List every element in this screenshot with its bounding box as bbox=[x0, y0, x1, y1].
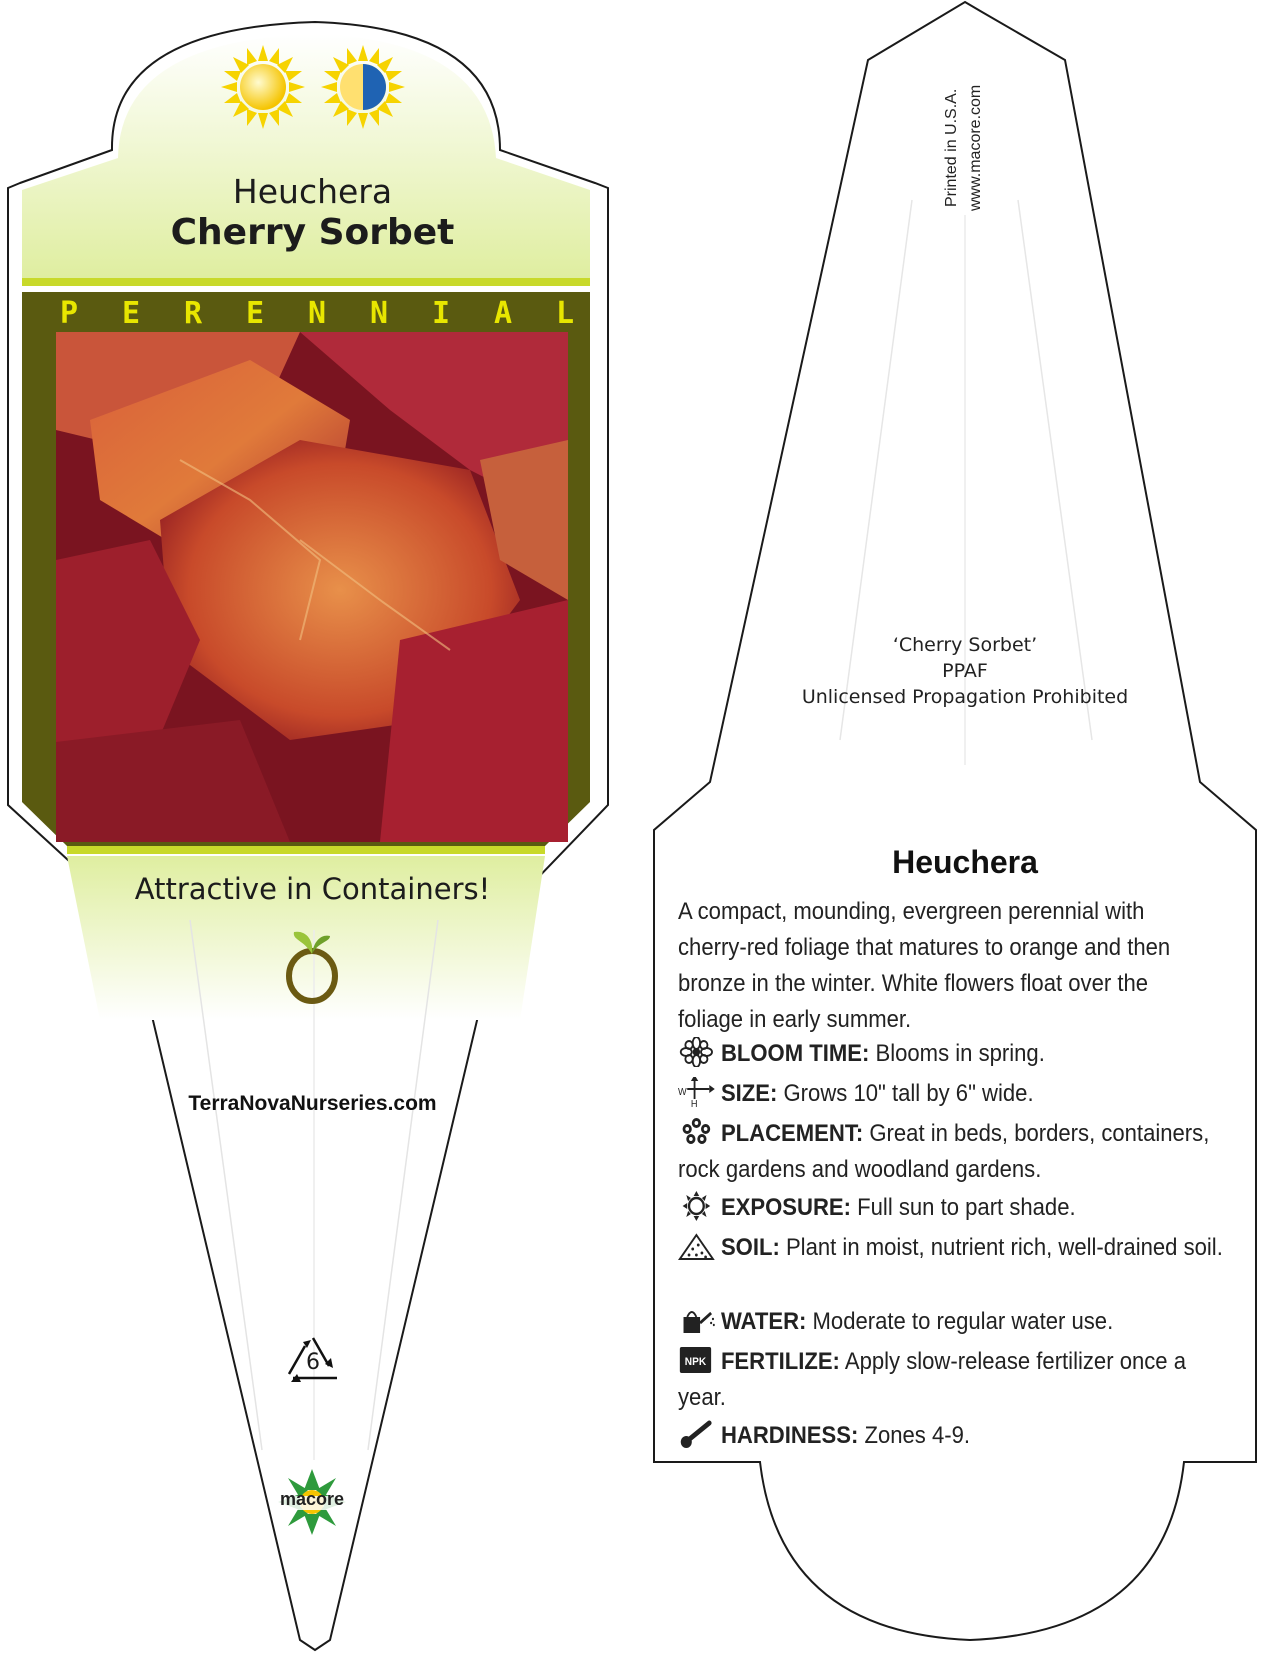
propagation-notice: Unlicensed Propagation Prohibited bbox=[801, 686, 1129, 708]
attribute-text: Full sun to part shade. bbox=[857, 1194, 1076, 1221]
attribute-text: Apply slow-release fertilizer once a year. bbox=[678, 1348, 1186, 1411]
watering-can-icon bbox=[678, 1305, 715, 1335]
category-banner bbox=[20, 296, 605, 332]
cultivar-name-legal: ‘Cherry Sorbet’ bbox=[892, 634, 1038, 656]
plant-cultivar-title: Cherry Sorbet bbox=[170, 212, 455, 253]
attribute-text: Moderate to regular water use. bbox=[812, 1308, 1114, 1335]
category-letter: L bbox=[556, 296, 575, 331]
attribute-label: SIZE: bbox=[720, 1080, 778, 1107]
nursery-website: TerraNovaNurseries.com bbox=[188, 1092, 437, 1115]
soil-icon bbox=[678, 1231, 715, 1261]
macore-url: www.macore.com bbox=[967, 84, 984, 211]
attribute-label: FERTILIZE: bbox=[720, 1348, 840, 1375]
attribute-label: BLOOM TIME: bbox=[720, 1040, 870, 1067]
back-heading: Heuchera bbox=[892, 844, 1038, 880]
macore-logo-text: macore bbox=[279, 1489, 345, 1509]
attribute-label: EXPOSURE: bbox=[720, 1194, 852, 1221]
category-letter: N bbox=[370, 296, 389, 331]
recycle-code: 6 bbox=[306, 1350, 320, 1375]
plant-genus-title: Heuchera bbox=[232, 172, 393, 211]
category-letter: N bbox=[308, 296, 327, 331]
size-icon bbox=[678, 1077, 715, 1107]
flower-icon bbox=[678, 1037, 715, 1067]
attribute-bloom-time bbox=[678, 1036, 1230, 1072]
full-sun-icon bbox=[220, 44, 306, 130]
attribute-text: Grows 10" tall by 6" wide. bbox=[783, 1080, 1034, 1107]
attribute-soil bbox=[678, 1230, 1230, 1266]
size-height-letter: H bbox=[690, 1098, 698, 1107]
category-letter: E bbox=[122, 296, 141, 331]
attribute-placement bbox=[678, 1116, 1230, 1188]
sun-icon bbox=[678, 1191, 715, 1221]
thermometer-icon bbox=[678, 1419, 715, 1449]
attribute-label: WATER: bbox=[720, 1308, 807, 1335]
attribute-label: HARDINESS: bbox=[720, 1422, 859, 1449]
feature-text: Attractive in Containers! bbox=[134, 872, 491, 906]
attribute-size bbox=[678, 1076, 1230, 1112]
attribute-label: SOIL: bbox=[720, 1234, 780, 1261]
npk-icon bbox=[678, 1345, 715, 1375]
category-letter: R bbox=[184, 296, 203, 331]
printed-in-usa: Printed in U.S.A. bbox=[943, 88, 960, 207]
category-letter: E bbox=[246, 296, 265, 331]
attribute-exposure bbox=[678, 1190, 1230, 1226]
part-shade-icon bbox=[320, 44, 406, 130]
attribute-text: Plant in moist, nutrient rich, well-drained soil. bbox=[785, 1234, 1223, 1261]
attribute-text: Zones 4-9. bbox=[864, 1422, 971, 1449]
attribute-text: Great in beds, borders, containers, rock gardens and woodland gardens. bbox=[678, 1120, 1210, 1183]
container-plant-icon bbox=[282, 930, 342, 1005]
attribute-text: Blooms in spring. bbox=[875, 1040, 1045, 1067]
patent-status: PPAF bbox=[942, 660, 988, 682]
attribute-label: PLACEMENT: bbox=[720, 1120, 864, 1147]
npk-label: NPK bbox=[684, 1355, 707, 1369]
category-letter: I bbox=[432, 296, 451, 331]
category-letter: P bbox=[60, 296, 79, 331]
attribute-fertilize bbox=[678, 1344, 1230, 1416]
plant-description: A compact, mounding, evergreen perennial with cherry-red foliage that matures to orange and then bronze in the winter. White flowers float over the foliage in early summer. bbox=[678, 898, 1171, 1033]
placement-icon bbox=[678, 1117, 715, 1147]
front-tag bbox=[0, 0, 630, 1654]
size-width-letter: W bbox=[678, 1086, 687, 1099]
category-letter: A bbox=[494, 296, 513, 331]
attribute-water bbox=[678, 1304, 1230, 1340]
attribute-hardiness bbox=[678, 1418, 1230, 1454]
